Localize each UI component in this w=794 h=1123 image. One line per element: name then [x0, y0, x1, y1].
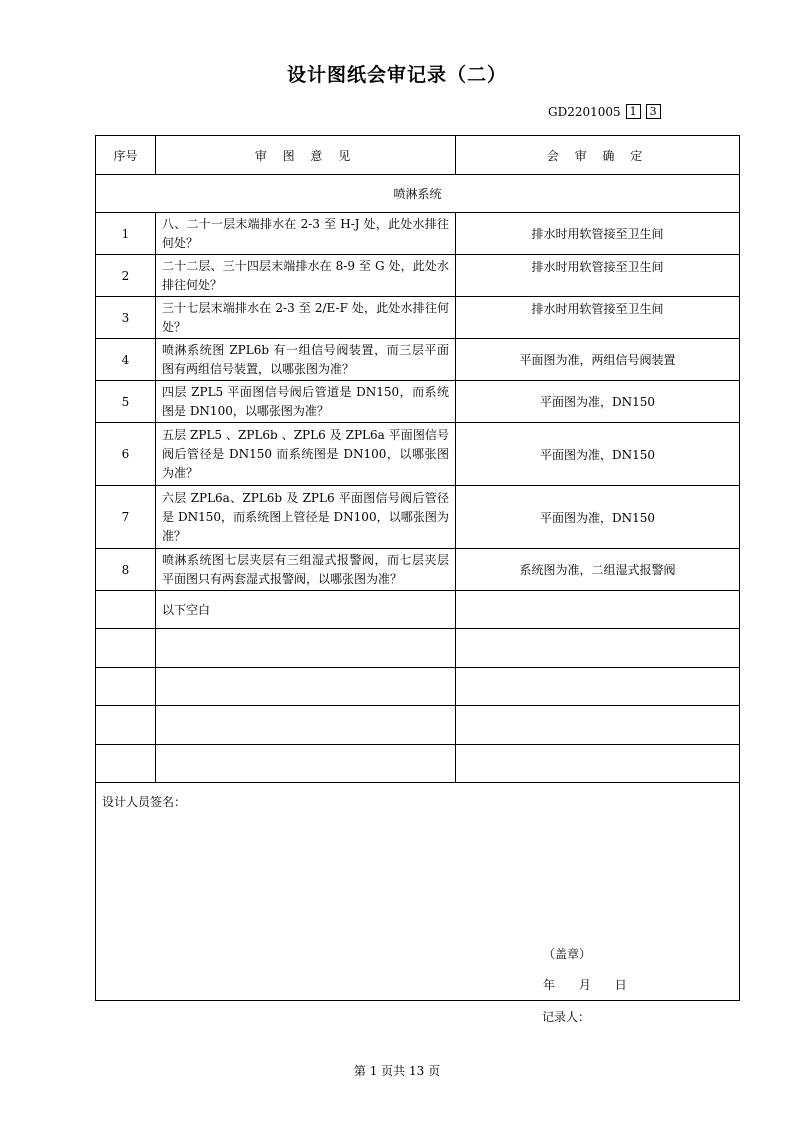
- row-no: 7: [96, 486, 156, 549]
- blank-note-row: [96, 591, 740, 629]
- document-code-box-2: 3: [646, 104, 661, 119]
- row-decision: 排水时用软管接至卫生间: [456, 297, 740, 339]
- signature-row: [96, 783, 740, 1001]
- table-row: [96, 297, 740, 339]
- empty-row: [96, 629, 740, 668]
- document-code: [548, 104, 661, 119]
- table-row: [96, 339, 740, 381]
- section-row: [96, 175, 740, 213]
- empty-cell: [156, 706, 456, 745]
- document-code-box-1: 1: [626, 104, 641, 119]
- row-no: 3: [96, 297, 156, 339]
- signature-cell: [96, 783, 740, 1001]
- table-row: [96, 213, 740, 255]
- document-code-text: GD2201005: [548, 104, 621, 119]
- row-opinion: 二十二层、三十四层末端排水在 8-9 至 G 处，此处水排往何处？: [156, 255, 456, 297]
- header-opinion: 审 图 意 见: [156, 136, 456, 175]
- row-decision: 排水时用软管接至卫生间: [456, 255, 740, 297]
- row-no: 8: [96, 549, 156, 591]
- row-no: 2: [96, 255, 156, 297]
- signature-label: 设计人员签名：: [102, 795, 187, 809]
- empty-cell: [156, 629, 456, 668]
- row-no: 6: [96, 423, 156, 486]
- row-decision: 平面图为准，两组信号阀装置: [456, 339, 740, 381]
- header-no: 序号: [96, 136, 156, 175]
- empty-row: [96, 745, 740, 783]
- page-footer: 第 1 页共 13 页: [353, 1064, 441, 1078]
- table-row: [96, 423, 740, 486]
- date-year: 年: [543, 978, 556, 992]
- review-table: [95, 135, 740, 1001]
- row-opinion: 喷淋系统图七层夹层有三组湿式报警阀，而七层夹层平面图只有两套湿式报警阀，以哪张图为准？: [156, 549, 456, 591]
- row-decision: 平面图为准，DN150: [456, 423, 740, 486]
- empty-cell: [96, 706, 156, 745]
- row-decision: 平面图为准，DN150: [456, 381, 740, 423]
- date-day: 日: [614, 978, 627, 992]
- row-opinion: 八、二十一层末端排水在 2-3 至 H-J 处，此处水排往何处？: [156, 213, 456, 255]
- empty-cell: [456, 706, 740, 745]
- header-decision: 会 审 确 定: [456, 136, 740, 175]
- row-opinion: 三十七层末端排水在 2-3 至 2/E-F 处，此处水排往何处？: [156, 297, 456, 339]
- empty-cell: [156, 745, 456, 783]
- table-row: [96, 255, 740, 297]
- empty-row: [96, 668, 740, 706]
- row-decision: 平面图为准，DN150: [456, 486, 740, 549]
- row-opinion: 喷淋系统图 ZPL6b 有一组信号阀装置，而三层平面图有两组信号装置，以哪张图为准？: [156, 339, 456, 381]
- empty-cell: [96, 745, 156, 783]
- empty-cell: [456, 668, 740, 706]
- table-header-row: [96, 136, 740, 175]
- empty-cell: [456, 745, 740, 783]
- row-no: 1: [96, 213, 156, 255]
- date-month: 月: [578, 978, 591, 992]
- blank-cell: [456, 591, 740, 629]
- row-opinion: 六层 ZPL6a、ZPL6b 及 ZPL6 平面图信号阀后管径是 DN150，而系统图上管径是 DN100，以哪张图为准？: [156, 486, 456, 549]
- empty-cell: [96, 629, 156, 668]
- date-line: [543, 976, 647, 993]
- row-opinion: 五层 ZPL5 、ZPL6b 、ZPL6 及 ZPL6a 平面图信号阀后管径是 DN150 而系统图是 DN100，以哪张图为准？: [156, 423, 456, 486]
- blank-cell: [96, 591, 156, 629]
- table-row: [96, 549, 740, 591]
- row-no: 5: [96, 381, 156, 423]
- table-row: [96, 381, 740, 423]
- row-decision: 排水时用软管接至卫生间: [456, 213, 740, 255]
- blank-note: 以下空白: [156, 591, 456, 629]
- row-no: 4: [96, 339, 156, 381]
- empty-cell: [96, 668, 156, 706]
- table-row: [96, 486, 740, 549]
- row-opinion: 四层 ZPL5 平面图信号阀后管道是 DN150，而系统图是 DN100，以哪张图为准？: [156, 381, 456, 423]
- empty-cell: [456, 629, 740, 668]
- recorder-label: 记录人：: [542, 1010, 591, 1024]
- empty-cell: [156, 668, 456, 706]
- empty-row: [96, 706, 740, 745]
- section-title: 喷淋系统: [96, 175, 740, 213]
- document-title: 设计图纸会审记录（二）: [286, 64, 507, 86]
- seal-label: （盖章）: [543, 947, 592, 961]
- row-decision: 系统图为准，二组湿式报警阀: [456, 549, 740, 591]
